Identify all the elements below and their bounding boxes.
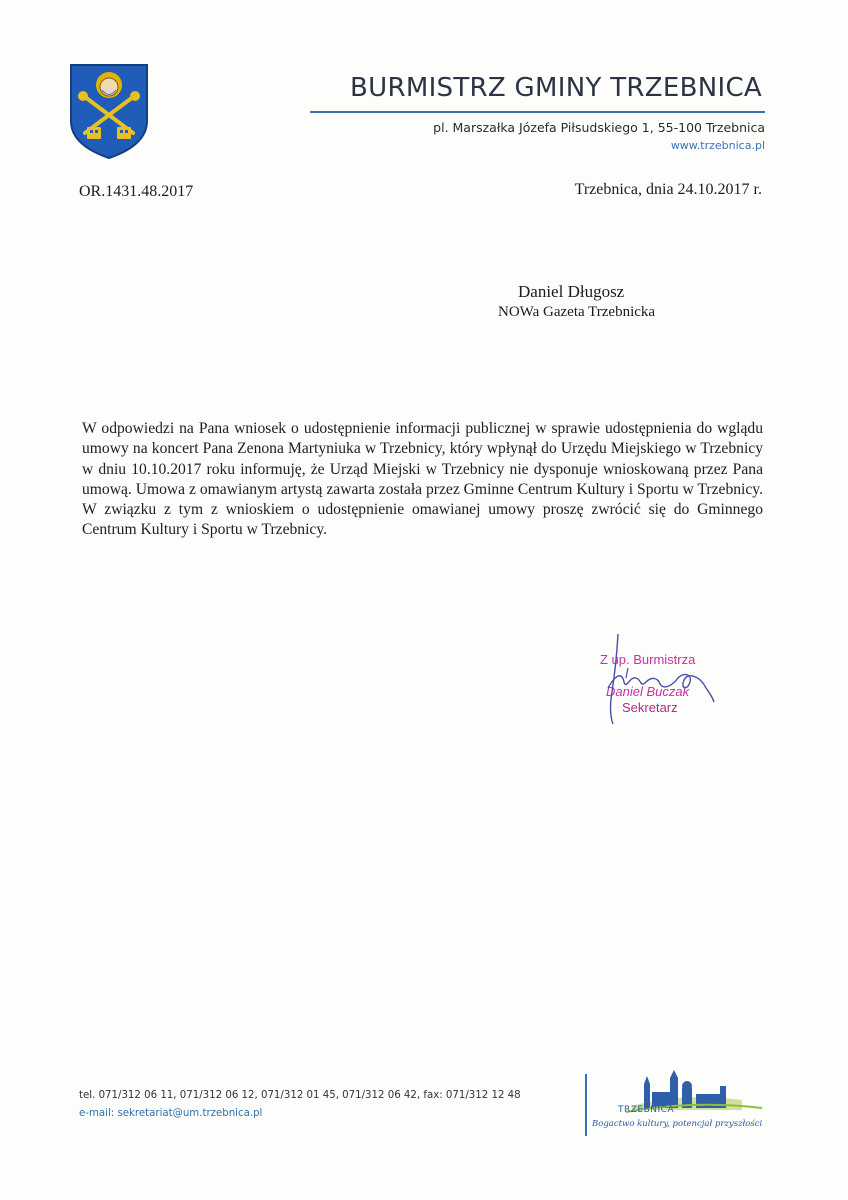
stamp-line-position: Sekretarz	[622, 700, 678, 715]
issuer-website: www.trzebnica.pl	[670, 139, 765, 152]
recipient-organization: NOWa Gazeta Trzebnicka	[498, 304, 656, 320]
signature-stamp	[588, 632, 738, 728]
place-date: Trzebnica, dnia 24.10.2017 r.	[574, 181, 762, 198]
issuer-address: pl. Marszałka Józefa Piłsudskiego 1, 55-100 Trzebnica	[433, 120, 765, 135]
coat-of-arms-icon	[69, 63, 149, 160]
trzebnica-brand-logo	[592, 1070, 768, 1140]
reference-number: OR.1431.48.2017	[79, 183, 194, 200]
header-rule	[310, 111, 765, 113]
issuer-title: BURMISTRZ GMINY TRZEBNICA	[350, 73, 762, 103]
footer-separator	[585, 1074, 587, 1136]
letter-body: W odpowiedzi na Pana wniosek o udostępnienie informacji publicznej w sprawie udostępnienia do wglądu umowy na koncert Pana Zenona Martyniuka w Trzebnicy, który wpłynął do Urzędu Miejskiego w Trzebnicy w dniu 10.10.2017 roku informuję, że Urząd Miejski w Trzebnicy nie dysponuje wnioskowaną przez Pana umową. Umowa z omawianym artystą zawarta została przez Gminne Centrum Kultury i Sportu w Trzebnicy. W związku z tym z wnioskiem o udostępnienie omawianej umowy proszę zwrócić się do Gminnego Centrum Kultury i Sportu w Trzebnicy.	[82, 420, 763, 539]
recipient-name: Daniel Długosz	[518, 282, 625, 301]
footer-email[interactable]: e-mail: sekretariat@um.trzebnica.pl	[79, 1108, 263, 1119]
footer-contacts: tel. 071/312 06 11, 071/312 06 12, 071/312 01 45, 071/312 06 42, fax: 071/312 12 48	[79, 1090, 521, 1101]
logo-wordmark: TRZEBNICA	[618, 1105, 675, 1115]
logo-tagline: Bogactwo kultury, potencjał przyszłości	[592, 1119, 763, 1129]
handwritten-signature-icon	[588, 632, 738, 728]
stamp-line-name: Daniel Buczak	[606, 684, 690, 699]
stamp-line-authority: Z up. Burmistrza	[600, 652, 696, 667]
